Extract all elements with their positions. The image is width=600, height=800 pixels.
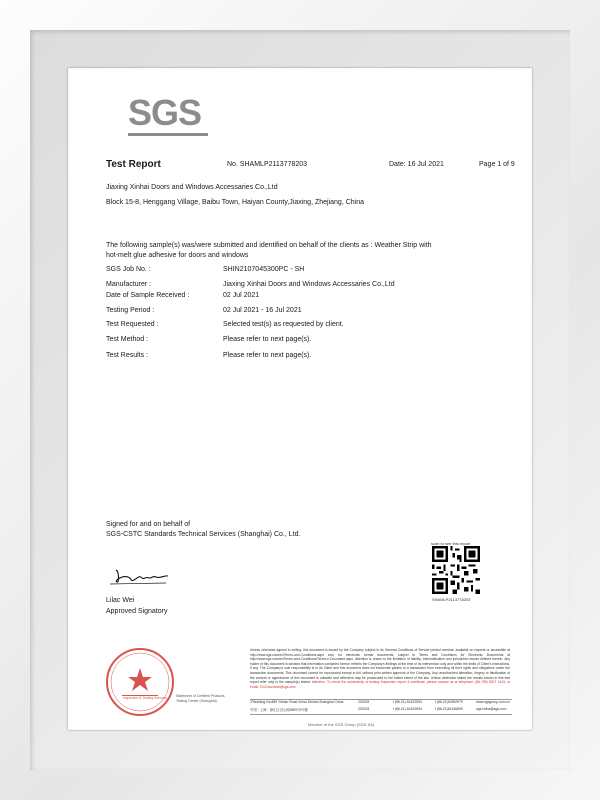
client-name: Jiaxing Xinhai Doors and Windows Accessaries Co.,Ltd [106, 184, 278, 191]
field-row [106, 266, 506, 276]
field-value: Please refer to next page(s). [223, 336, 312, 343]
field-row [106, 321, 506, 331]
field-label: Test Requested : [106, 321, 159, 328]
field-row [106, 336, 506, 346]
sgs-logo [128, 92, 208, 140]
fax: f (86-21)64952979 [435, 700, 463, 704]
zip-code: 200233 [358, 700, 370, 704]
divider [250, 714, 512, 715]
terms-fine-print [250, 648, 510, 689]
field-label: Date of Sample Received : [106, 292, 190, 299]
address-line-en [250, 700, 520, 706]
phone: t (86-21) 61402553 [393, 700, 422, 704]
seal-line: Statement of Certified Products [176, 694, 225, 698]
certificate-page [68, 68, 532, 730]
field-value: Please refer to next page(s). [223, 352, 312, 359]
seal-line: Testing Center (Shanghai) [176, 699, 217, 703]
signer-name: Lilac Wei [106, 597, 135, 604]
email-link[interactable]: sgs.china@sgs.com [476, 707, 507, 711]
signed-line-1: Signed for and on behalf of [106, 521, 191, 528]
website-link[interactable]: www.sgsgroup.com.cn [476, 700, 510, 704]
field-value: Jiaxing Xinhai Doors and Windows Accessaries Co.,Ltd [223, 281, 395, 288]
company-seal [104, 646, 176, 718]
intro-line-2: hot-melt glue adhesive for doors and windows [106, 252, 249, 259]
terms-text: Unless otherwise agreed in writing, this document is issued by the Company subject to its General Conditions of Service printed overleaf, available on request or accessible at http://www.sgs.com/en/Terms-and-Conditions.aspx and, for electronic format documents, subject to Terms and Conditions for Electronic Documents at http://www.sgs.com/en/Terms-and-Conditions/Terms-e-Document.aspx. Attention is drawn to the limitation of liability, indemnification and jurisdiction issues defined therein. Any holder of this document is advised that information contained hereon reflects the Company's findings at the time of its intervention only and within the limits of Client's instructions, if any. The Company's sole responsibility is to its Client and this document does not exonerate parties to a transaction from exercising all their rights and obligations under the transaction documents. This document cannot be reproduced except in full, without prior written approval of the Company. Any unauthorized alteration, forgery or falsification of the content or appearance of this document is unlawful and offenders may be prosecuted to the fullest extent of the law. Unless otherwise stated the results shown in this test report refer only to the sample(s) tested. [250, 648, 510, 685]
field-row [106, 352, 506, 362]
authenticity-attention: Attention: To check the authenticity of testing /inspection report & certificate, please contact us at telephone: (86-755) 8307 1443, or email: CN.Doccheck@sgs.com [250, 680, 511, 689]
address-text: 中国 · 上海 · 徐汇区宜山路889号3号楼 [250, 708, 308, 712]
field-row [106, 307, 506, 317]
address-text: 3°Building No.889 Yishan Road Xuhui District,Shanghai China [250, 700, 344, 704]
field-label: Testing Period : [106, 307, 155, 314]
report-number: No. SHAMLP2113778203 [227, 161, 308, 168]
page-indicator: Page 1 of 9 [479, 161, 515, 168]
field-label: SGS Job No. : [106, 266, 151, 273]
field-value: SHIN2107045300PC - SH [223, 266, 305, 273]
phone: t (86-21) 61402594 [393, 707, 422, 711]
qr-code[interactable] [432, 546, 480, 594]
client-address: Block 15-8, Henggang Village, Baibu Town, Haiyan County,Jiaxing, Zhejiang, China [106, 199, 364, 206]
field-label: Test Results : [106, 352, 149, 359]
handwritten-signature [108, 563, 180, 587]
field-label: Manufacturer : [106, 281, 152, 288]
qr-caption-bottom: SHAMLP2113778203 [432, 597, 471, 602]
intro-line-1: The following sample(s) was/were submitted and identified on behalf of the clients as : Weather Strip with [106, 242, 432, 249]
logo-text: SGS [128, 92, 202, 133]
field-value: 02 Jul 2021 - 16 Jul 2021 [223, 307, 302, 314]
report-header [106, 161, 516, 175]
fax: f (86-21)61156899 [435, 707, 463, 711]
qr-caption-top: scan to see this report [431, 541, 471, 546]
field-value: 02 Jul 2021 [223, 292, 260, 299]
signer-block [106, 595, 167, 617]
address-line-cn [250, 707, 520, 713]
zip-code: 200233 [358, 707, 370, 711]
field-value: Selected test(s) as requested by client. [223, 321, 344, 328]
field-row [106, 281, 506, 291]
logo-underline [128, 133, 208, 136]
signed-line-2: SGS-CSTC Standards Technical Services (Shanghai) Co., Ltd. [106, 531, 301, 538]
sample-intro [106, 241, 496, 261]
report-title: Test Report [106, 159, 161, 170]
field-label: Test Method : [106, 336, 149, 343]
report-date: Date: 16 Jul 2021 [389, 161, 444, 168]
signed-on-behalf [106, 520, 300, 540]
seal-caption [176, 694, 246, 704]
field-row [106, 292, 506, 302]
member-note: Member of the SGS Group (SGS SA) [308, 722, 375, 727]
seal-text: Inspection & Testing Services [122, 696, 168, 700]
signer-title: Approved Signatory [106, 608, 168, 615]
